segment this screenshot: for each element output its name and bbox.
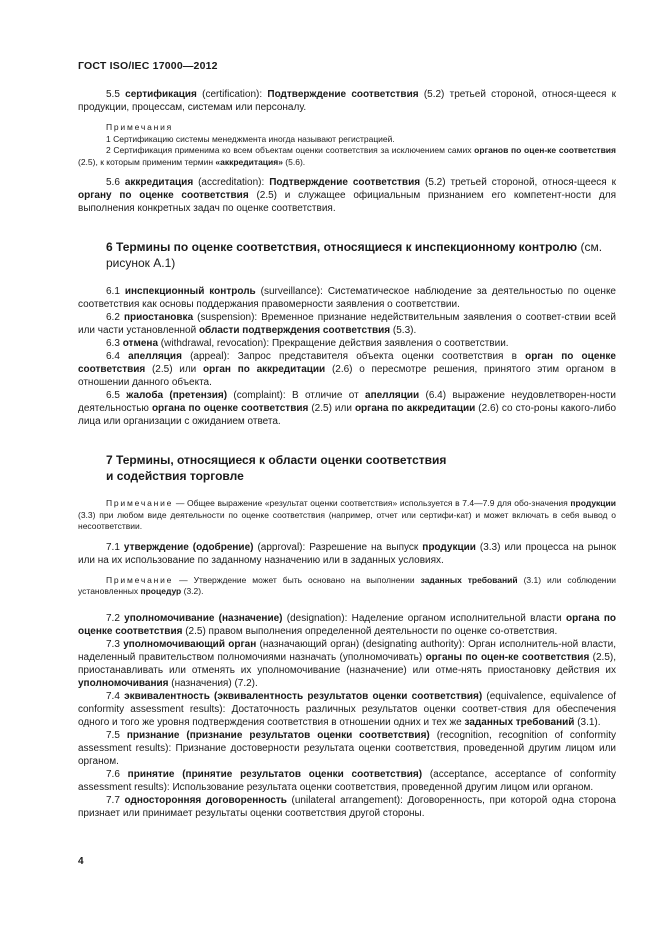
term-certification: сертификация <box>125 89 197 100</box>
clause-6-5: 6.5 жалоба (претензия) (complaint): В отличие от апелляции (6.4) выражение неудовлетворен-ности деятельностью органа по оценке соответствия (2.5) или органа по аккредитации (2.6) со сто-роны какого-либо лица или организации с ожиданием ответа. <box>78 390 617 427</box>
clause-5-5: 5.5 сертификация (certification): Подтверждение соответствия (5.2) третьей стороной, относя-щееся к продукции, процессам, системам или персоналу. <box>78 89 617 113</box>
clause-5-6: 5.6 аккредитация (accreditation): Подтверждение соответствия (5.2) третьей стороной, относя-щееся к органу по оценке соответствия (2.5) и служащее официальным признанием его компетент-ности для выполнения конкретных задач по оценке соответствия. <box>78 177 616 214</box>
note-1: 1 Сертификацию системы менеджмента иногда называют регистрацией. <box>106 133 395 144</box>
clause-7-7: 7.7 односторонняя договоренность (unilateral arrangement): Договоренность, при которой одна сторона признает или принимает результаты оценки соответствия другой стороны. <box>78 794 616 819</box>
note-7-1: Примечание — Утверждение может быть основано на выполнении заданных требований (3.1) или соблюдении установленных процедур (3.2). <box>78 574 616 596</box>
document-body <box>78 88 616 820</box>
notes-title: Примечания <box>106 122 174 132</box>
clause-6-2: 6.2 приостановка (suspension): Временное признание недействительным заявления о соответ-ствии всей или части установленной области подтверждения соответствия (5.3). <box>78 312 617 336</box>
notes-block <box>78 122 616 168</box>
clause-7-5: 7.5 признание (признание результатов оценки соответствия) (recognition, recognition of conformity assessment results): Признание достоверности результата оценки соответствия, проведенной другим лицом или органом. <box>78 729 616 767</box>
clause-6-4: 6.4 апелляция (appeal): Запрос представителя объекта оценки соответствия в орган по оценке соответствия (2.5) или орган по аккредитации (2.6) о пересмотре решения, принятого этим органом в отношении данного объекта. <box>78 351 616 388</box>
clause-6-1: 6.1 инспекционный контроль (surveillance): Систематическое наблюдение за деятельностью по оценке соответствия как основы поддержания правомерности заявления о соответствии. <box>78 286 616 310</box>
page-number: 4 <box>78 856 84 867</box>
note-7: Примечание — Общее выражение «результат оценки соответствия» используется в 7.4—7.9 для обо-значения продукции (3.3) при любом виде деятельности по оценке соответствия (например, отчет или сертифи-кат) и может включать в себя вывод о несоответствии. <box>78 498 616 531</box>
clause-7-6: 7.6 принятие (принятие результатов оценки соответствия) (acceptance, acceptance of conformity assessment results): Использование результата оценки соответствия, проведенной другим лицом или органом. <box>78 768 616 793</box>
document-header: ГОСТ ISO/IEC 17000—2012 <box>78 60 218 72</box>
term-accreditation: аккредитация <box>124 177 194 188</box>
clause-6-3: 6.3 отмена (withdrawal, revocation): Прекращение действия заявления о соответствии. <box>106 338 509 349</box>
clause-7-4: 7.4 эквивалентность (эквивалентность результатов оценки соответствия) (equivalence, equivalence of conformity assessment results): Достаточность различных результатов оценки соответ-ствия для обеспечения одного и того же уровня подтверждения соответствия в отношении одних и тех же заданных требований (3.1). <box>78 690 617 728</box>
note-2: 2 Сертификация применима ко всем объектам оценки соответствия за исключением самих органов по оцен-ке соответствия (2.5), к которым применим термин «аккредитация» (5.6). <box>78 145 616 167</box>
clause-7-1: 7.1 утверждение (одобрение) (approval): Разрешение на выпуск продукции (3.3) или процесса на рынок или на их использование по заданному назначению или в заданных условиях. <box>78 541 617 566</box>
section-6-heading: 6 Термины по оценке соответствия, относящиеся к инспекционному контролю (см. рисунок А.1) <box>106 240 603 270</box>
clause-7-2: 7.2 уполномочивание (назначение) (designation): Наделение органом исполнительной власти органа по оценке соответствия (2.5) правом выполнения определенной деятельности по оценке со-ответствия. <box>78 612 616 637</box>
section-7-heading: 7 Термины, относящиеся к области оценки соответствия и содействия торговле <box>106 453 447 483</box>
clause-7-3: 7.3 уполномочивающий орган (назначающий орган) (designating authority): Орган исполнитель-ной власти, наделенный правительством полномочиями назначать (уполномочивать) органы по оцен-ке соответствия (2.5), приостанавливать или отменять их уполномочивание (назначение) или отме-нять приостановку действия их уполномочивания (назначения) (7.2). <box>78 638 616 689</box>
